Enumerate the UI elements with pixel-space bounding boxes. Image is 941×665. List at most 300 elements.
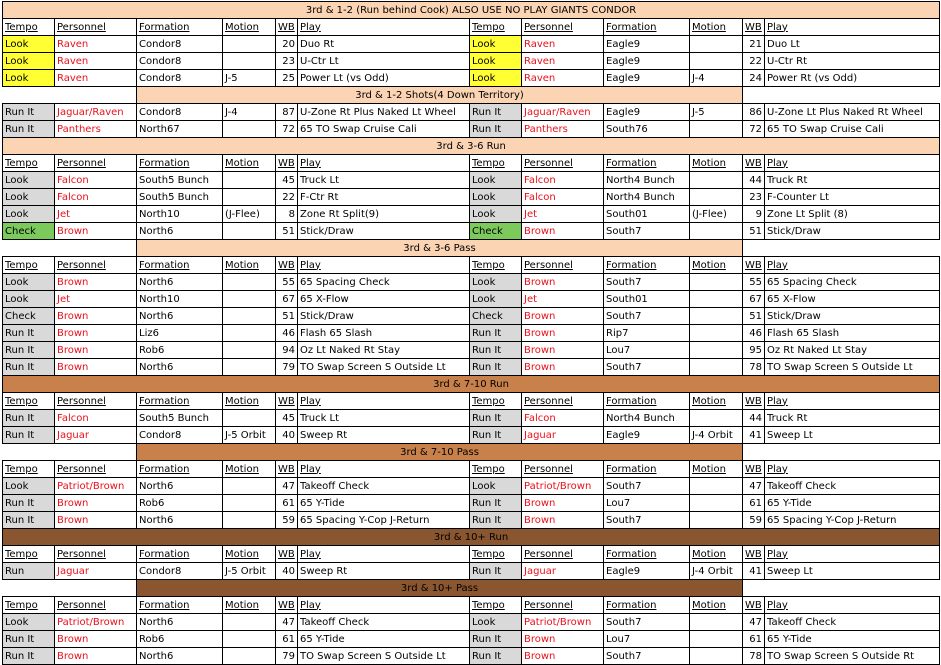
right-wb-cell: 47 [743, 614, 765, 631]
left-tempo-cell: Look [3, 614, 55, 631]
right-wb-cell: 41 [743, 427, 765, 444]
right-personnel-cell: Falcon [522, 172, 604, 189]
right-play-cell: 65 TO Swap Cruise Cali [765, 121, 940, 138]
column-header-tempo: Tempo [470, 19, 522, 36]
right-personnel-cell: Brown [522, 223, 604, 240]
column-header-play: Play [765, 257, 940, 274]
right-formation-cell: North4 Bunch [604, 189, 690, 206]
right-personnel-cell: Raven [522, 53, 604, 70]
right-motion-cell [690, 121, 743, 138]
left-formation-cell: North6 [137, 648, 223, 665]
right-motion-cell [690, 631, 743, 648]
left-motion-cell [223, 36, 276, 53]
right-motion-cell [690, 342, 743, 359]
banner-spacer [743, 580, 940, 597]
left-tempo-cell: Run It [3, 410, 55, 427]
column-header-formation: Formation [137, 461, 223, 478]
right-personnel-cell: Brown [522, 512, 604, 529]
play-row [3, 478, 940, 495]
right-play-cell: Takeoff Check [765, 614, 940, 631]
left-play-cell: Stick/Draw [298, 308, 470, 325]
left-formation-cell: Liz6 [137, 325, 223, 342]
play-row [3, 427, 940, 444]
left-wb-cell: 40 [276, 427, 298, 444]
section-banner-row [3, 529, 940, 546]
right-formation-cell: South7 [604, 359, 690, 376]
play-row [3, 104, 940, 121]
column-header-tempo: Tempo [3, 546, 55, 563]
column-header-row [3, 155, 940, 172]
column-header-tempo: Tempo [470, 393, 522, 410]
banner-spacer [743, 87, 940, 104]
left-formation-cell: Rob6 [137, 631, 223, 648]
left-wb-cell: 8 [276, 206, 298, 223]
right-tempo-cell: Run It [470, 104, 522, 121]
right-formation-cell: South7 [604, 478, 690, 495]
left-wb-cell: 45 [276, 410, 298, 427]
right-motion-cell [690, 172, 743, 189]
column-header-personnel: Personnel [55, 546, 137, 563]
right-personnel-cell: Jaguar [522, 427, 604, 444]
left-formation-cell: Condor8 [137, 104, 223, 121]
left-personnel-cell: Raven [55, 70, 137, 87]
left-formation-cell: North6 [137, 478, 223, 495]
play-row [3, 291, 940, 308]
column-header-formation: Formation [604, 257, 690, 274]
column-header-wb: WB [276, 597, 298, 614]
right-wb-cell: 47 [743, 478, 765, 495]
column-header-formation: Formation [604, 19, 690, 36]
column-header-motion: Motion [223, 597, 276, 614]
right-formation-cell: Rip7 [604, 325, 690, 342]
left-formation-cell: North10 [137, 206, 223, 223]
right-personnel-cell: Brown [522, 308, 604, 325]
left-play-cell: Takeoff Check [298, 614, 470, 631]
column-header-personnel: Personnel [55, 393, 137, 410]
left-personnel-cell: Brown [55, 274, 137, 291]
column-header-wb: WB [743, 461, 765, 478]
right-motion-cell [690, 478, 743, 495]
left-personnel-cell: Brown [55, 495, 137, 512]
column-header-wb: WB [276, 19, 298, 36]
section-title: 3rd & 1-2 Shots(4 Down Territory) [137, 87, 743, 104]
section-banner-row [3, 87, 940, 104]
left-personnel-cell: Raven [55, 53, 137, 70]
right-formation-cell: South7 [604, 648, 690, 665]
column-header-tempo: Tempo [3, 19, 55, 36]
right-tempo-cell: Run It [470, 631, 522, 648]
left-motion-cell: J-5 Orbit [223, 427, 276, 444]
left-wb-cell: 22 [276, 189, 298, 206]
left-play-cell: Sweep Rt [298, 427, 470, 444]
right-personnel-cell: Brown [522, 648, 604, 665]
right-personnel-cell: Panthers [522, 121, 604, 138]
right-play-cell: Truck Rt [765, 410, 940, 427]
section-banner-row [3, 2, 940, 19]
left-play-cell: Flash 65 Slash [298, 325, 470, 342]
column-header-motion: Motion [223, 155, 276, 172]
left-motion-cell: J-5 [223, 70, 276, 87]
column-header-tempo: Tempo [3, 597, 55, 614]
right-wb-cell: 9 [743, 206, 765, 223]
column-header-play: Play [765, 546, 940, 563]
left-tempo-cell: Look [3, 36, 55, 53]
right-play-cell: TO Swap Screen S Outside Lt [765, 359, 940, 376]
left-motion-cell [223, 478, 276, 495]
play-row [3, 631, 940, 648]
column-header-formation: Formation [137, 597, 223, 614]
left-tempo-cell: Look [3, 478, 55, 495]
column-header-motion: Motion [690, 19, 743, 36]
column-header-tempo: Tempo [3, 257, 55, 274]
column-header-motion: Motion [690, 461, 743, 478]
left-play-cell: Duo Rt [298, 36, 470, 53]
left-motion-cell [223, 121, 276, 138]
column-header-row [3, 546, 940, 563]
right-play-cell: 65 Y-Tide [765, 495, 940, 512]
column-header-formation: Formation [137, 257, 223, 274]
right-personnel-cell: Patriot/Brown [522, 614, 604, 631]
right-personnel-cell: Raven [522, 70, 604, 87]
left-personnel-cell: Brown [55, 325, 137, 342]
left-wb-cell: 61 [276, 495, 298, 512]
left-play-cell: Zone Rt Split(9) [298, 206, 470, 223]
left-motion-cell [223, 308, 276, 325]
right-tempo-cell: Look [470, 614, 522, 631]
column-header-play: Play [298, 393, 470, 410]
right-personnel-cell: Brown [522, 342, 604, 359]
column-header-wb: WB [276, 257, 298, 274]
right-tempo-cell: Run It [470, 495, 522, 512]
column-header-formation: Formation [137, 393, 223, 410]
play-row [3, 189, 940, 206]
left-wb-cell: 20 [276, 36, 298, 53]
left-play-cell: 65 Spacing Check [298, 274, 470, 291]
column-header-personnel: Personnel [55, 19, 137, 36]
left-play-cell: 65 Y-Tide [298, 631, 470, 648]
play-row [3, 648, 940, 665]
left-tempo-cell: Run It [3, 495, 55, 512]
section-title: 3rd & 10+ Run [3, 529, 940, 546]
left-formation-cell: North6 [137, 274, 223, 291]
right-formation-cell: Eagle9 [604, 563, 690, 580]
right-play-cell: U-Ctr Rt [765, 53, 940, 70]
right-formation-cell: South7 [604, 274, 690, 291]
right-tempo-cell: Look [470, 274, 522, 291]
column-header-motion: Motion [223, 461, 276, 478]
section-banner-row [3, 240, 940, 257]
banner-spacer [3, 580, 137, 597]
right-formation-cell: Eagle9 [604, 70, 690, 87]
left-formation-cell: Condor8 [137, 70, 223, 87]
left-personnel-cell: Jaguar [55, 563, 137, 580]
column-header-formation: Formation [604, 597, 690, 614]
left-wb-cell: 79 [276, 359, 298, 376]
right-formation-cell: South7 [604, 614, 690, 631]
left-motion-cell [223, 512, 276, 529]
right-wb-cell: 46 [743, 325, 765, 342]
right-tempo-cell: Look [470, 172, 522, 189]
column-header-motion: Motion [690, 155, 743, 172]
right-wb-cell: 61 [743, 631, 765, 648]
column-header-wb: WB [743, 155, 765, 172]
left-motion-cell [223, 648, 276, 665]
column-header-row [3, 19, 940, 36]
left-wb-cell: 47 [276, 614, 298, 631]
right-motion-cell [690, 410, 743, 427]
right-formation-cell: South76 [604, 121, 690, 138]
right-motion-cell: (J-Flee) [690, 206, 743, 223]
column-header-wb: WB [276, 155, 298, 172]
play-grid [2, 1, 940, 665]
left-tempo-cell: Check [3, 223, 55, 240]
right-wb-cell: 59 [743, 512, 765, 529]
right-play-cell: Sweep Lt [765, 563, 940, 580]
left-motion-cell [223, 223, 276, 240]
play-row [3, 36, 940, 53]
left-play-cell: Takeoff Check [298, 478, 470, 495]
play-row [3, 512, 940, 529]
column-header-tempo: Tempo [470, 155, 522, 172]
right-formation-cell: Eagle9 [604, 104, 690, 121]
left-play-cell: F-Ctr Rt [298, 189, 470, 206]
right-formation-cell: North4 Bunch [604, 172, 690, 189]
column-header-motion: Motion [690, 546, 743, 563]
left-personnel-cell: Falcon [55, 189, 137, 206]
right-motion-cell: J-4 Orbit [690, 427, 743, 444]
column-header-personnel: Personnel [522, 546, 604, 563]
left-formation-cell: North67 [137, 121, 223, 138]
column-header-formation: Formation [137, 19, 223, 36]
column-header-play: Play [765, 393, 940, 410]
right-motion-cell [690, 325, 743, 342]
right-tempo-cell: Look [470, 478, 522, 495]
right-formation-cell: Lou7 [604, 631, 690, 648]
left-motion-cell [223, 614, 276, 631]
left-play-cell: TO Swap Screen S Outside Lt [298, 359, 470, 376]
column-header-personnel: Personnel [522, 597, 604, 614]
right-personnel-cell: Falcon [522, 410, 604, 427]
left-play-cell: 65 Y-Tide [298, 495, 470, 512]
column-header-row [3, 257, 940, 274]
left-motion-cell [223, 325, 276, 342]
column-header-motion: Motion [223, 393, 276, 410]
left-wb-cell: 46 [276, 325, 298, 342]
column-header-wb: WB [743, 597, 765, 614]
column-header-motion: Motion [223, 546, 276, 563]
right-play-cell: F-Counter Lt [765, 189, 940, 206]
left-personnel-cell: Jet [55, 206, 137, 223]
column-header-personnel: Personnel [55, 155, 137, 172]
right-play-cell: 65 X-Flow [765, 291, 940, 308]
section-title: 3rd & 3-6 Run [3, 138, 940, 155]
right-play-cell: 65 Y-Tide [765, 631, 940, 648]
left-personnel-cell: Brown [55, 359, 137, 376]
left-personnel-cell: Patriot/Brown [55, 478, 137, 495]
left-personnel-cell: Falcon [55, 172, 137, 189]
column-header-play: Play [765, 155, 940, 172]
left-personnel-cell: Brown [55, 631, 137, 648]
right-formation-cell: Lou7 [604, 495, 690, 512]
left-play-cell: Stick/Draw [298, 223, 470, 240]
left-tempo-cell: Run It [3, 648, 55, 665]
column-header-play: Play [298, 461, 470, 478]
play-row [3, 342, 940, 359]
play-row [3, 206, 940, 223]
right-tempo-cell: Run It [470, 410, 522, 427]
right-motion-cell [690, 512, 743, 529]
right-motion-cell [690, 53, 743, 70]
column-header-formation: Formation [604, 546, 690, 563]
right-tempo-cell: Run It [470, 121, 522, 138]
right-wb-cell: 67 [743, 291, 765, 308]
right-play-cell: 65 Spacing Y-Cop J-Return [765, 512, 940, 529]
right-motion-cell [690, 291, 743, 308]
column-header-wb: WB [743, 393, 765, 410]
left-personnel-cell: Falcon [55, 410, 137, 427]
left-personnel-cell: Brown [55, 223, 137, 240]
left-formation-cell: Condor8 [137, 53, 223, 70]
left-motion-cell: J-5 Orbit [223, 563, 276, 580]
right-motion-cell [690, 36, 743, 53]
right-wb-cell: 86 [743, 104, 765, 121]
left-wb-cell: 59 [276, 512, 298, 529]
right-personnel-cell: Jet [522, 206, 604, 223]
left-wb-cell: 94 [276, 342, 298, 359]
right-motion-cell [690, 189, 743, 206]
right-tempo-cell: Run It [470, 648, 522, 665]
left-wb-cell: 61 [276, 631, 298, 648]
play-row [3, 223, 940, 240]
left-tempo-cell: Run It [3, 512, 55, 529]
column-header-motion: Motion [223, 257, 276, 274]
left-personnel-cell: Brown [55, 512, 137, 529]
right-motion-cell [690, 648, 743, 665]
left-motion-cell [223, 342, 276, 359]
play-row [3, 563, 940, 580]
column-header-personnel: Personnel [55, 257, 137, 274]
left-tempo-cell: Look [3, 291, 55, 308]
right-play-cell: Power Rt (vs Odd) [765, 70, 940, 87]
right-tempo-cell: Look [470, 206, 522, 223]
right-formation-cell: North4 Bunch [604, 410, 690, 427]
right-tempo-cell: Run It [470, 325, 522, 342]
left-formation-cell: South5 Bunch [137, 410, 223, 427]
right-tempo-cell: Check [470, 308, 522, 325]
right-tempo-cell: Look [470, 36, 522, 53]
column-header-play: Play [298, 19, 470, 36]
right-wb-cell: 72 [743, 121, 765, 138]
column-header-formation: Formation [604, 461, 690, 478]
right-tempo-cell: Run It [470, 342, 522, 359]
column-header-motion: Motion [690, 597, 743, 614]
left-tempo-cell: Look [3, 206, 55, 223]
column-header-personnel: Personnel [55, 461, 137, 478]
right-play-cell: Flash 65 Slash [765, 325, 940, 342]
left-personnel-cell: Jaguar [55, 427, 137, 444]
right-tempo-cell: Run It [470, 512, 522, 529]
section-title: 3rd & 7-10 Run [3, 376, 940, 393]
right-play-cell: Duo Lt [765, 36, 940, 53]
right-tempo-cell: Look [470, 291, 522, 308]
column-header-play: Play [765, 19, 940, 36]
right-motion-cell: J-4 [690, 70, 743, 87]
left-personnel-cell: Raven [55, 36, 137, 53]
left-wb-cell: 51 [276, 223, 298, 240]
left-personnel-cell: Brown [55, 648, 137, 665]
right-tempo-cell: Run It [470, 427, 522, 444]
column-header-wb: WB [276, 546, 298, 563]
column-header-tempo: Tempo [470, 597, 522, 614]
left-motion-cell [223, 53, 276, 70]
column-header-play: Play [298, 597, 470, 614]
right-play-cell: Oz Rt Naked Lt Stay [765, 342, 940, 359]
column-header-row [3, 597, 940, 614]
column-header-personnel: Personnel [522, 461, 604, 478]
left-formation-cell: Condor8 [137, 427, 223, 444]
left-formation-cell: North6 [137, 359, 223, 376]
left-personnel-cell: Panthers [55, 121, 137, 138]
left-wb-cell: 67 [276, 291, 298, 308]
column-header-play: Play [298, 257, 470, 274]
left-tempo-cell: Run It [3, 342, 55, 359]
right-wb-cell: 24 [743, 70, 765, 87]
left-tempo-cell: Look [3, 70, 55, 87]
left-motion-cell: J-4 [223, 104, 276, 121]
right-personnel-cell: Jaguar/Raven [522, 104, 604, 121]
right-wb-cell: 78 [743, 648, 765, 665]
column-header-wb: WB [276, 393, 298, 410]
left-play-cell: Truck Lt [298, 410, 470, 427]
left-tempo-cell: Look [3, 172, 55, 189]
column-header-personnel: Personnel [55, 597, 137, 614]
right-formation-cell: South01 [604, 291, 690, 308]
right-play-cell: Sweep Lt [765, 427, 940, 444]
play-row [3, 325, 940, 342]
column-header-tempo: Tempo [470, 546, 522, 563]
column-header-formation: Formation [137, 155, 223, 172]
column-header-formation: Formation [604, 155, 690, 172]
left-motion-cell [223, 410, 276, 427]
right-personnel-cell: Jaguar [522, 563, 604, 580]
play-row [3, 614, 940, 631]
left-formation-cell: North6 [137, 308, 223, 325]
right-personnel-cell: Brown [522, 359, 604, 376]
right-motion-cell: J-5 [690, 104, 743, 121]
left-wb-cell: 40 [276, 563, 298, 580]
left-play-cell: Sweep Rt [298, 563, 470, 580]
right-wb-cell: 44 [743, 410, 765, 427]
left-motion-cell [223, 291, 276, 308]
play-row [3, 359, 940, 376]
right-formation-cell: Eagle9 [604, 427, 690, 444]
section-banner-row [3, 580, 940, 597]
left-play-cell: Power Lt (vs Odd) [298, 70, 470, 87]
column-header-personnel: Personnel [522, 257, 604, 274]
left-formation-cell: South5 Bunch [137, 189, 223, 206]
column-header-row [3, 461, 940, 478]
left-personnel-cell: Brown [55, 308, 137, 325]
column-header-tempo: Tempo [3, 155, 55, 172]
left-personnel-cell: Brown [55, 342, 137, 359]
right-personnel-cell: Brown [522, 495, 604, 512]
right-wb-cell: 61 [743, 495, 765, 512]
column-header-wb: WB [743, 257, 765, 274]
left-motion-cell [223, 631, 276, 648]
right-play-cell: Takeoff Check [765, 478, 940, 495]
section-title: 3rd & 7-10 Pass [137, 444, 743, 461]
column-header-play: Play [765, 461, 940, 478]
